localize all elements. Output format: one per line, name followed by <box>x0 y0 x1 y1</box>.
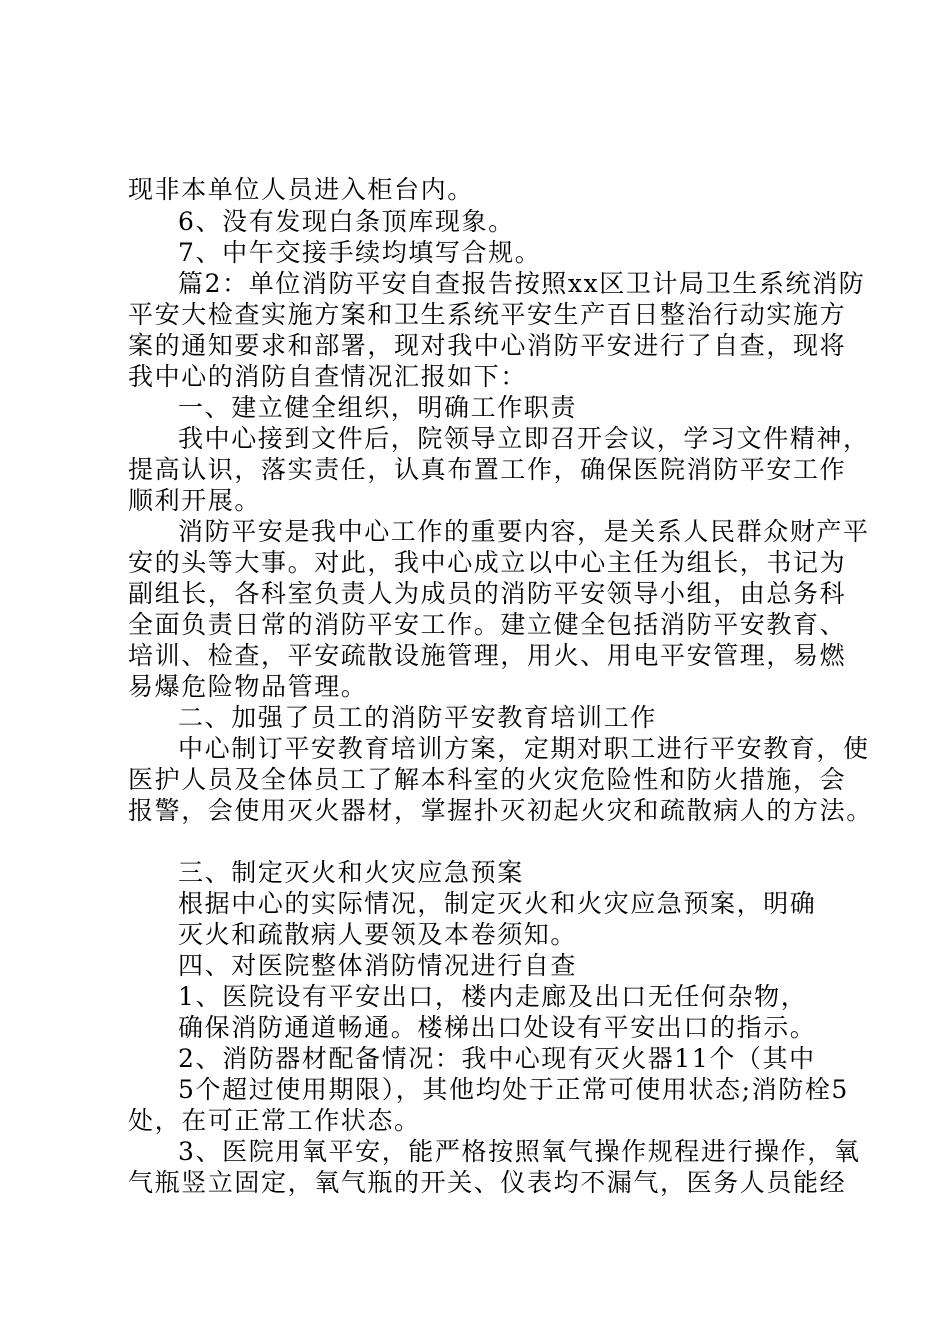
text-line: 案的通知要求和部署，现对我中心消防平安进行了自查，现将 <box>128 331 847 360</box>
text-line: 处，在可正常工作状态。 <box>128 1106 421 1135</box>
text-line: 提高认识，落实责任，认真布置工作，确保医院消防平安工作 <box>128 455 847 484</box>
text-line: 培训、检查，平安疏散设施管理，用火、用电平安管理，易燃 <box>128 641 847 670</box>
text-line: 7、中午交接手续均填写合规。 <box>178 238 542 267</box>
text-line: 根据中心的实际情况，制定灭火和火灾应急预案，明确 <box>178 889 817 918</box>
text-line: 报警，会使用灭火器材，掌握扑灭初起火灾和疏散病人的方法。 <box>128 796 873 825</box>
text-line: 现非本单位人员进入柜台内。 <box>128 175 474 204</box>
text-line: 灭火和疏散病人要领及本卷须知。 <box>178 920 578 949</box>
text-line: 全面负责日常的消防平安工作。建立健全包括消防平安教育、 <box>128 610 847 639</box>
section-heading: 一、建立健全组织，明确工作职责 <box>178 393 578 422</box>
text-line: 平安大检查实施方案和卫生系统平安生产百日整治行动实施方 <box>128 300 847 329</box>
text-line: 消防平安是我中心工作的重要内容，是关系人民群众财产平 <box>178 517 870 546</box>
text-line: 气瓶竖立固定，氧气瓶的开关、仪表均不漏气，医务人员能经 <box>128 1168 847 1197</box>
text-line: 确保消防通道畅通。楼梯出口处设有平安出口的指示。 <box>178 1013 817 1042</box>
text-line: 篇2：单位消防平安自查报告按照xx区卫计局卫生系统消防 <box>178 269 866 298</box>
text-line: 6、没有发现白条顶库现象。 <box>178 207 515 236</box>
section-heading: 二、加强了员工的消防平安教育培训工作 <box>178 703 657 732</box>
text-line: 2、消防器材配备情况：我中心现有灭火器11个（其中 <box>178 1044 816 1073</box>
text-line: 我中心的消防自查情况汇报如下： <box>128 362 528 391</box>
text-line: 顺利开展。 <box>128 486 262 515</box>
text-line: 中心制订平安教育培训方案，定期对职工进行平安教育，使 <box>178 734 870 763</box>
text-line: 副组长，各科室负责人为成员的消防平安领导小组，由总务科 <box>128 579 847 608</box>
text-line: 5个超过使用期限），其他均处于正常可使用状态;消防栓5 <box>178 1075 849 1104</box>
text-line: 我中心接到文件后，院领导立即召开会议，学习文件精神， <box>178 424 870 453</box>
section-heading: 四、对医院整体消防情况进行自查 <box>178 951 578 980</box>
section-heading: 三、制定灭火和火灾应急预案 <box>178 858 524 887</box>
text-line: 3、医院用氧平安，能严格按照氧气操作规程进行操作，氧 <box>178 1137 861 1166</box>
text-line: 安的头等大事。对此，我中心成立以中心主任为组长，书记为 <box>128 548 847 577</box>
text-line: 易爆危险物品管理。 <box>128 672 368 701</box>
text-line: 1、医院设有平安出口，楼内走廊及出口无任何杂物， <box>178 982 808 1011</box>
text-line: 医护人员及全体员工了解本科室的火灾危险性和防火措施，会 <box>128 765 847 794</box>
